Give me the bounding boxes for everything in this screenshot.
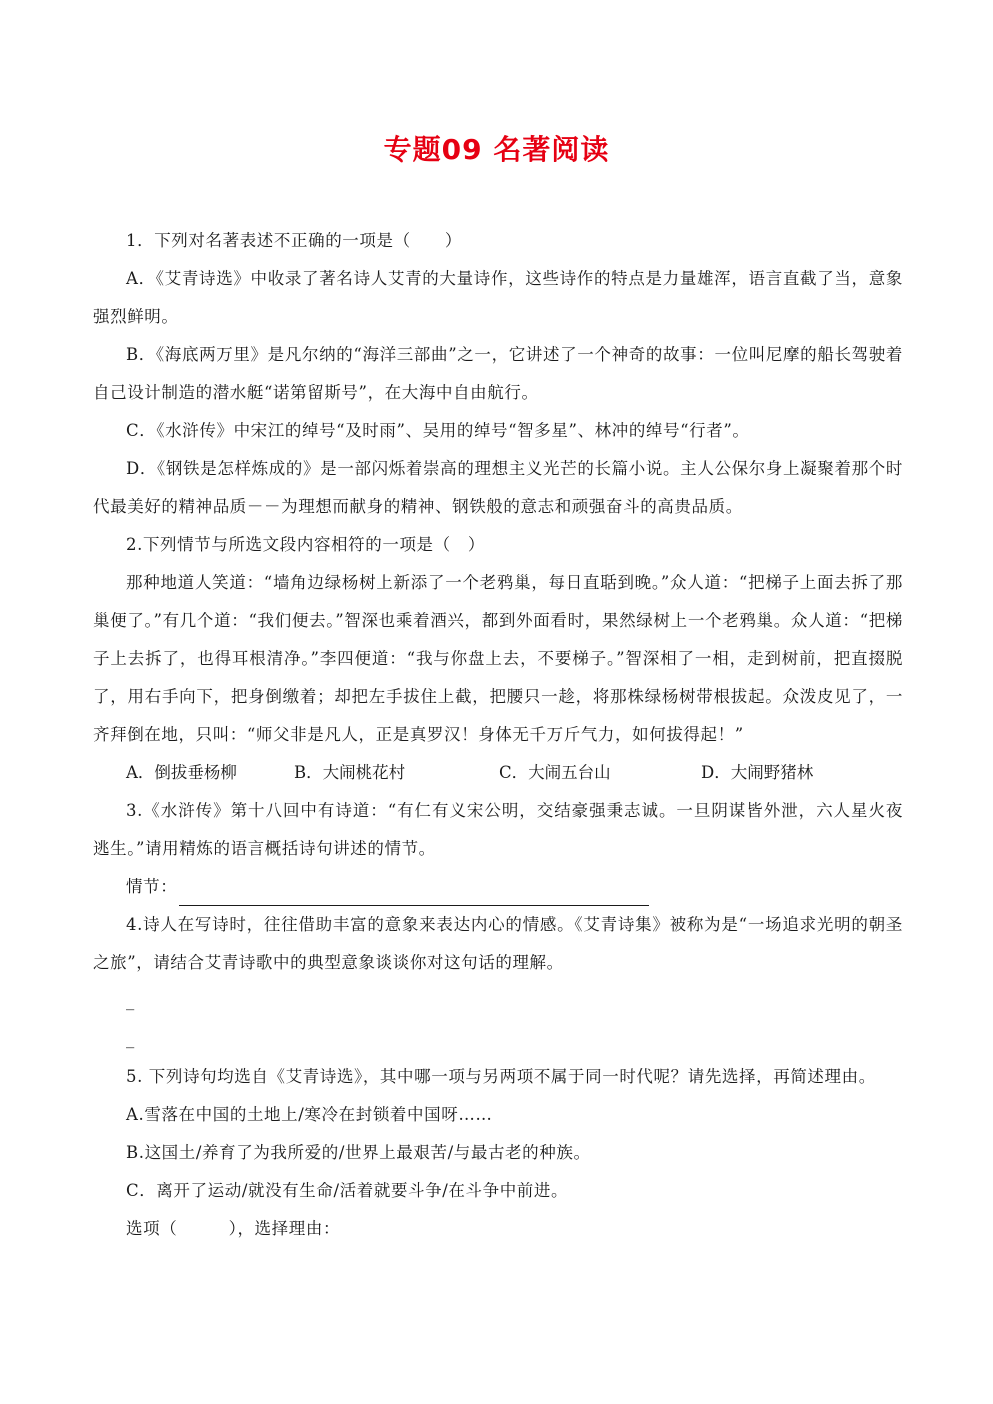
question-content (93, 222, 903, 1248)
q3-answer-row (93, 868, 903, 906)
q2-option-c: C．大闹五台山 (499, 763, 611, 782)
q1-option-c: C．《水浒传》中宋江的绰号“及时雨”、吴用的绰号“智多星”、林冲的绰号“行者”。 (126, 421, 750, 440)
q1-stem: 1．下列对名著表述不正确的一项是（ ） (126, 231, 462, 250)
q2-option-d: D．大闹野猪林 (701, 763, 814, 782)
q2-passage: 那种地道人笑道：“墙角边绿杨树上新添了一个老鸦巢，每日直聒到晚。”众人道：“把梯子上面去拆了那巢便了。”有几个道：“我们便去。”智深也乘着酒兴，都到外面看时，果然绿树上一个老鸦巢。众人道：“把梯子上去拆了，也得耳根清净。”李四便道：“我与你盘上去，不要梯子。”智深相了一相，走到树前，把直掇脱了，用右手向下，把身倒缴着；却把左手拔住上截，把腰只一趁，将那株绿杨树带根拔起。众泼皮见了，一齐拜倒在地，只叫：“师父非是凡人，正是真罗汉！身体无千万斤气力，如何拔得起！” (93, 573, 903, 744)
q1-option-d: D．《钢铁是怎样炼成的》是一部闪烁着崇高的理想主义光芒的长篇小说。主人公保尔身上凝聚着那个时代最美好的精神品质－－为理想而献身的精神、钢铁般的意志和顽强奋斗的高贵品质。 (93, 459, 903, 516)
q3-answer-label: 情节： (126, 877, 178, 896)
q3-stem: 3.《水浒传》第十八回中有诗道：“有仁有义宋公明，交结豪强秉志诚。一旦阴谋皆外泄，六人星火夜逃生。”请用精炼的语言概括诗句讲述的情节。 (93, 801, 903, 858)
q2-option-a: A．倒拔垂杨柳 (126, 763, 237, 782)
q3-answer-blank[interactable] (179, 881, 649, 906)
q4-answer-blank-1[interactable]: _ (126, 991, 135, 1010)
q2-stem: 2.下列情节与所选文段内容相符的一项是（ ） (126, 535, 485, 554)
q2-options (93, 754, 903, 792)
q4-stem: 4.诗人在写诗时，往往借助丰富的意象来表达内心的情感。《艾青诗集》被称为是“一场追求光明的朝圣之旅”，请结合艾青诗歌中的典型意象谈谈你对这句话的理解。 (93, 915, 903, 972)
page-title: 专题09 名著阅读 (383, 133, 610, 166)
q5-option-b: B.这国土/养育了为我所爱的/世界上最艰苦/与最古老的种族。 (126, 1143, 591, 1162)
q5-option-a: A.雪落在中国的土地上/寒冷在封锁着中国呀…… (126, 1105, 493, 1124)
q5-option-c: C．离开了运动/就没有生命/活着就要斗争/在斗争中前进。 (126, 1181, 569, 1200)
q1-option-a: A．《艾青诗选》中收录了著名诗人艾青的大量诗作，这些诗作的特点是力量雄浑，语言直截了当，意象强烈鲜明。 (93, 269, 903, 326)
q5-stem: 5. 下列诗句均选自《艾青诗选》，其中哪一项与另两项不属于同一时代呢？请先选择，再简述理由。 (126, 1067, 876, 1086)
q4-answer-blank-2[interactable]: _ (126, 1029, 135, 1048)
q1-option-b: B．《海底两万里》是凡尔纳的“海洋三部曲”之一，它讲述了一个神奇的故事：一位叫尼摩的船长驾驶着自己设计制造的潜水艇“诺第留斯号”，在大海中自由航行。 (93, 345, 903, 402)
q5-answer[interactable]: 选项（ ），选择理由： (126, 1219, 341, 1238)
q2-option-b: B．大闹桃花村 (294, 763, 406, 782)
